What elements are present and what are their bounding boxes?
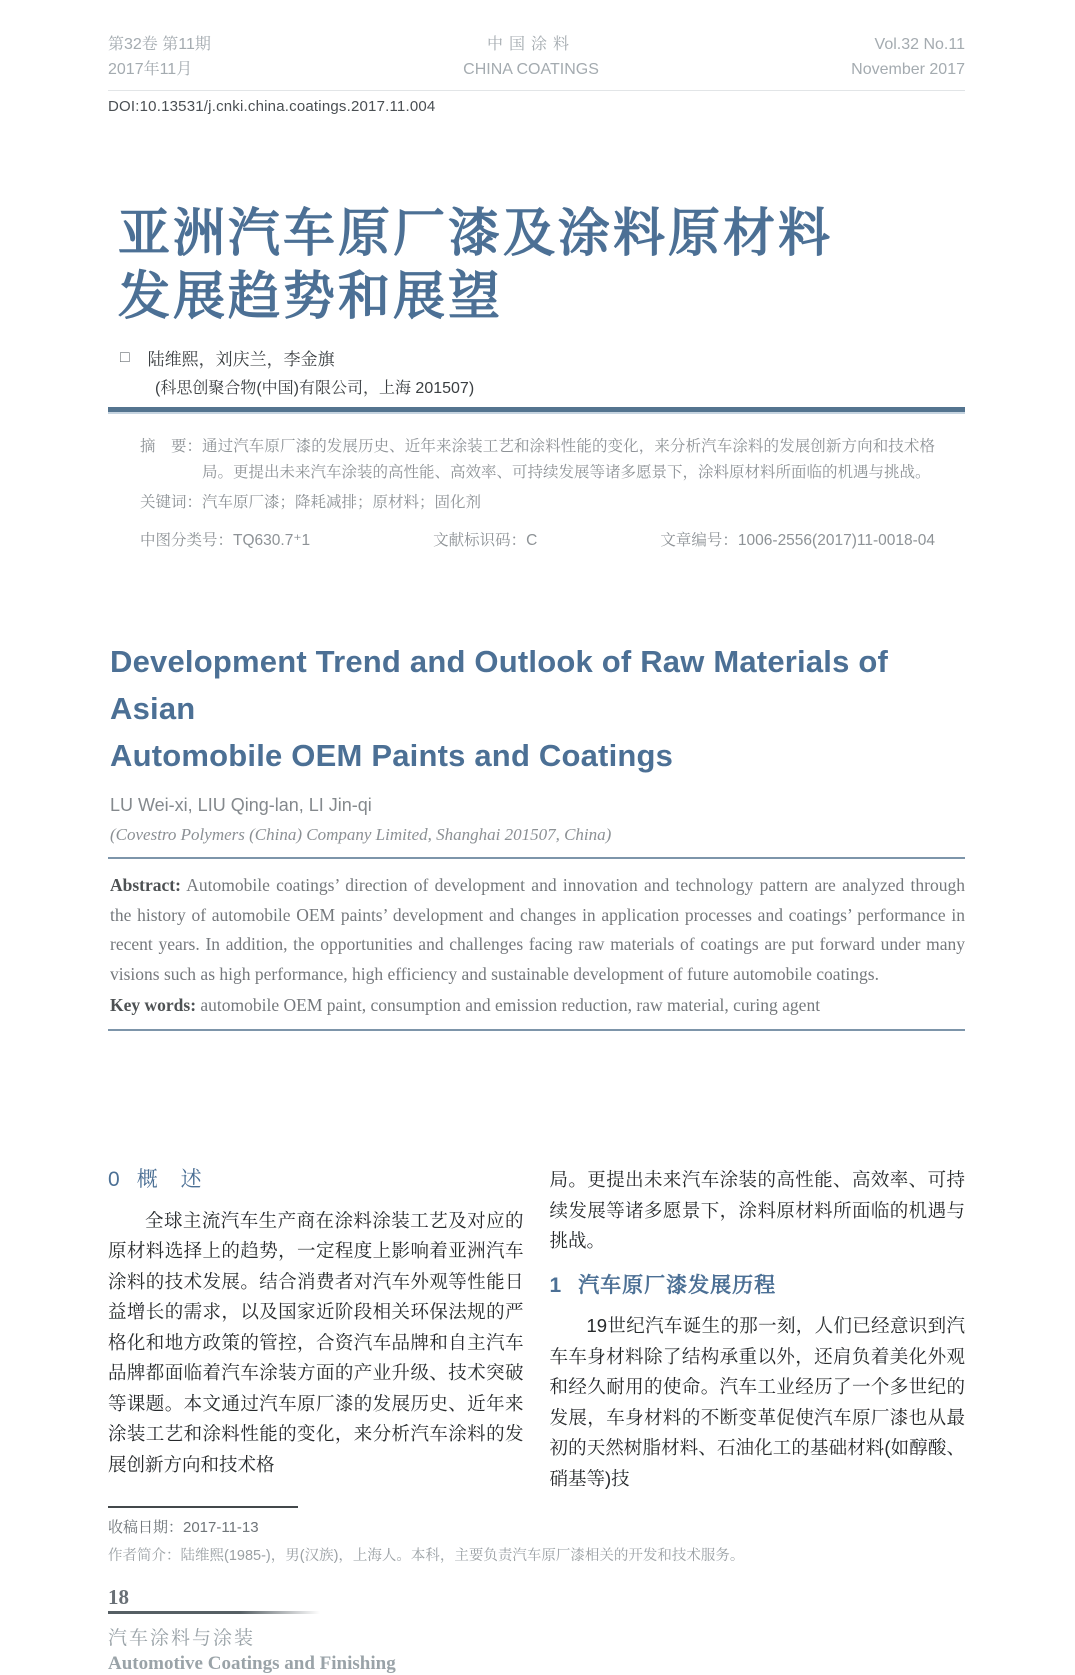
- column-title-cn: 汽车涂料与涂装: [108, 1628, 256, 1649]
- footnote-block: [108, 1506, 965, 1565]
- keywords-cn-label: 关键词：: [140, 494, 203, 511]
- author-bio: 作者简介：陆维熙(1985-)，男(汉族)，上海人。本科，主要负责汽车原厂漆相关的开发和技术服务。: [108, 1548, 745, 1564]
- divider-thin-bottom: [108, 1029, 965, 1031]
- date-en: November 2017: [851, 61, 965, 78]
- keywords-cn-row: [140, 490, 935, 516]
- divider-thick: [108, 407, 965, 414]
- section-1-number: 1: [549, 1273, 563, 1297]
- keywords-en-label: Key words:: [110, 995, 197, 1015]
- section-1-title: 汽车原厂漆发展历程: [578, 1273, 777, 1297]
- article-title-en-line2: Automobile OEM Paints and Coatings: [110, 738, 674, 773]
- section-0-number: 0: [108, 1168, 121, 1191]
- footnote-rule: [108, 1506, 298, 1508]
- article-title-en-line1: Development Trend and Outlook of Raw Materials of Asian: [110, 644, 889, 726]
- abstract-cn-label: 摘 要：: [140, 438, 203, 455]
- document-code: 文献标识码：C: [433, 532, 538, 549]
- header-left: [108, 32, 211, 82]
- article-title-cn-line2: 发展趋势和展望: [118, 268, 504, 326]
- page-number: 18: [108, 1585, 129, 1609]
- abstract-cn-text: 通过汽车原厂漆的发展历史、近年来涂装工艺和涂料性能的变化，来分析汽车涂料的发展创新方向和技术格局。更提出未来汽车涂装的高性能、高效率、可持续发展等诸多愿景下，涂料原材料所面临的机遇与挑战。: [202, 438, 935, 481]
- article-title-en: [110, 638, 965, 779]
- body-column-left: [108, 1165, 524, 1494]
- page-footer: [108, 1585, 965, 1675]
- affiliation-en: (Covestro Polymers (China) Company Limited, Shanghai 201507, China): [110, 825, 612, 844]
- article-title-cn: [118, 203, 965, 329]
- section-0-continuation: 局。更提出未来汽车涂装的高性能、高效率、可持续发展等诸多愿景下，涂料原材料所面临的机遇与挑战。: [549, 1169, 965, 1251]
- journal-name-en: CHINA COATINGS: [463, 61, 599, 78]
- keywords-cn-text: 汽车原厂漆；降耗减排；原材料；固化剂: [202, 494, 482, 511]
- journal-name-cn: 中国涂料: [486, 36, 575, 53]
- meta-cn-block: [108, 414, 965, 554]
- classification-row: [140, 528, 935, 554]
- section-1-paragraph: 19世纪汽车诞生的那一刻，人们已经意识到汽车车身材料除了结构承重以外，还肩负着美化外观和经久耐用的使命。汽车工业经历了一个多世纪的发展，车身材料的不断变革促使汽车原厂漆也从最初的天然树脂材料、石油化工的基础材料(如醇酸、硝基等)技: [549, 1315, 965, 1489]
- section-1-heading: [550, 1271, 966, 1302]
- column-title-en: Automotive Coatings and Finishing: [108, 1653, 396, 1674]
- authors-cn: 陆维熙，刘庆兰，李金旗: [147, 350, 335, 369]
- divider-thin-top: [108, 857, 965, 859]
- date-cn: 2017年11月: [108, 61, 193, 78]
- page-number-rule: [108, 1611, 320, 1614]
- section-0-paragraph: 全球主流汽车生产商在涂料涂装工艺及对应的原材料选择上的趋势，一定程度上影响着亚洲汽车涂料的技术发展。结合消费者对汽车外观等性能日益增长的需求，以及国家近阶段相关环保法规的严格化和地方政策的管控，合资汽车品牌和自主汽车品牌都面临着汽车涂装方面的产业升级、技术突破等课题。本文通过汽车原厂漆的发展历史、近年来涂装工艺和涂料性能的变化，来分析汽车涂料的发展创新方向和技术格: [108, 1209, 524, 1475]
- abstract-en-label: Abstract:: [110, 875, 181, 895]
- received-date: 收稿日期：2017-11-13: [108, 1519, 259, 1536]
- doi: DOI:10.13531/j.cnki.china.coatings.2017.11.004: [108, 98, 436, 115]
- authors-cn-row: [120, 345, 965, 370]
- affiliation-cn: (科思创聚合物(中国)有限公司，上海 201507): [155, 380, 475, 397]
- keywords-en: [110, 991, 965, 1020]
- body-columns: [108, 1165, 965, 1494]
- abstract-en: [110, 871, 965, 989]
- section-0-title: 概 述: [136, 1168, 203, 1191]
- header-right: [851, 32, 965, 82]
- clc-number: 中图分类号：TQ630.7⁺1: [140, 532, 311, 549]
- abstract-en-text: Automobile coatings’ direction of development and innovation and technology pattern are analyzed through the history of automobile OEM paints’ development and changes in application processes and coatings’ performance in recent years. In addition, the opportunities and challenges facing raw materials of coatings are put forward under many visions such as high performance, high efficiency and sustainable development of future automobile coatings.: [110, 875, 965, 984]
- volume-issue-en: Vol.32 No.11: [874, 36, 965, 53]
- journal-header: [108, 0, 965, 91]
- section-0-heading: [108, 1165, 524, 1196]
- author-marker-icon: □: [120, 348, 130, 366]
- body-column-right: [550, 1165, 966, 1494]
- article-id: 文章编号：1006-2556(2017)11-0018-04: [660, 532, 935, 549]
- keywords-en-text: automobile OEM paint, consumption and emission reduction, raw material, curing agent: [196, 995, 821, 1015]
- abstract-cn-row: [140, 434, 935, 486]
- volume-issue-cn: 第32卷 第11期: [108, 36, 211, 53]
- article-title-cn-line1: 亚洲汽车原厂漆及涂料原材料: [118, 205, 834, 263]
- header-center: [463, 32, 599, 82]
- authors-en: LU Wei-xi, LIU Qing-lan, LI Jin-qi: [110, 795, 372, 815]
